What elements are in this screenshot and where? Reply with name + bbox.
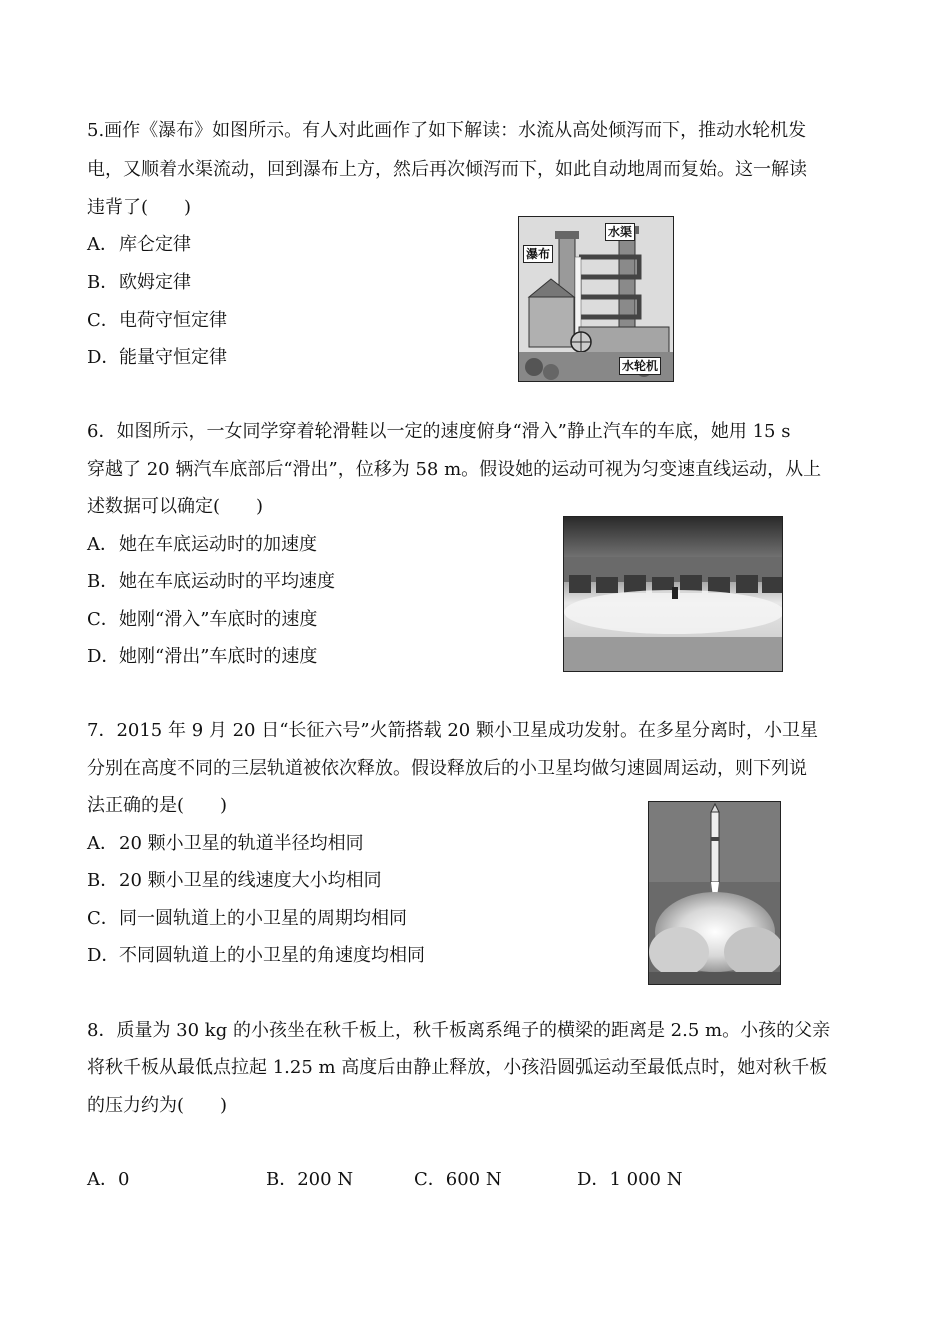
q7-stem-line-2: 分别在高度不同的三层轨道被依次释放。假设释放后的小卫星均做匀速圆周运动，则下列说: [87, 758, 807, 779]
rocket-launch-image: [649, 802, 781, 985]
option-text: 不同圆轨道上的小卫星的角速度均相同: [119, 945, 425, 966]
option-letter: B．: [87, 870, 119, 891]
q5-option-b[interactable]: [87, 271, 191, 295]
option-text: 20 颗小卫星的轨道半径均相同: [119, 833, 364, 854]
option-letter: D．: [87, 945, 120, 966]
option-text: 20 颗小卫星的线速度大小均相同: [119, 870, 382, 891]
q8-option-d[interactable]: [577, 1168, 682, 1192]
option-text: 她在车底运动时的加速度: [119, 534, 317, 555]
option-text: 同一圆轨道上的小卫星的周期均相同: [119, 908, 407, 929]
q8-option-c[interactable]: [414, 1168, 502, 1192]
option-letter: D．: [87, 646, 120, 667]
option-text: 她在车底运动时的平均速度: [119, 571, 335, 592]
q7-option-d[interactable]: [87, 944, 425, 968]
q7-stem-line-3: 法正确的是( ): [87, 795, 228, 816]
waterfall-figure: [518, 216, 674, 382]
roller-skater-photo: [563, 516, 783, 672]
option-letter: C．: [414, 1169, 446, 1190]
option-text: 欧姆定律: [119, 272, 191, 293]
waterfall-label: 瀑布: [523, 245, 553, 263]
q7-stem-line-1: 7．2015 年 9 月 20 日“长征六号”火箭搭载 20 颗小卫星成功发射。在多星分离时，小卫星: [87, 720, 818, 741]
option-letter: A．: [87, 234, 118, 255]
q5-option-a[interactable]: [87, 233, 191, 257]
option-letter: B．: [266, 1169, 298, 1190]
q5-stem-line-2: 电，又顺着水渠流动，回到瀑布上方，然后再次倾泻而下，如此自动地周而复始。这一解读: [87, 159, 807, 180]
option-letter: B．: [87, 571, 119, 592]
option-text: 库仑定律: [119, 234, 191, 255]
option-text: 她刚“滑出”车底时的速度: [119, 646, 318, 667]
q7-option-a[interactable]: [87, 832, 364, 856]
roller-skater-image: [564, 517, 783, 672]
option-text: 电荷守恒定律: [119, 310, 227, 331]
option-letter: A．: [87, 833, 118, 854]
q5-stem-line-3: 违背了( ): [87, 197, 192, 218]
q8-stem-line-3: 的压力约为( ): [87, 1095, 228, 1116]
q6-option-a[interactable]: [87, 533, 317, 557]
q5-option-c[interactable]: [87, 309, 227, 333]
q6-option-c[interactable]: [87, 608, 317, 632]
q8-option-b[interactable]: [266, 1168, 353, 1192]
q8-stem-line-1: 8．质量为 30 kg 的小孩坐在秋千板上，秋千板离系绳子的横梁的距离是 2.5 m。小孩的父亲: [87, 1020, 831, 1041]
option-text: 600 N: [445, 1169, 502, 1190]
turbine-label: 水轮机: [619, 357, 661, 375]
option-letter: B．: [87, 272, 119, 293]
q8-stem-line-2: 将秋千板从最低点拉起 1.25 m 高度后由静止释放，小孩沿圆弧运动至最低点时，她对秋千板: [87, 1057, 828, 1078]
option-text: 200 N: [297, 1169, 354, 1190]
option-letter: D．: [577, 1169, 610, 1190]
q5-option-d[interactable]: [87, 346, 227, 370]
option-letter: C．: [87, 310, 119, 331]
option-letter: C．: [87, 908, 119, 929]
option-letter: D．: [87, 347, 120, 368]
option-text: 她刚“滑入”车底时的速度: [119, 609, 318, 630]
q6-option-b[interactable]: [87, 570, 335, 594]
q7-option-c[interactable]: [87, 907, 407, 931]
option-letter: A．: [87, 534, 118, 555]
rocket-launch-photo: [648, 801, 781, 985]
q6-stem-line-1: 6．如图所示，一女同学穿着轮滑鞋以一定的速度俯身“滑入”静止汽车的车底，她用 15 s: [87, 421, 791, 442]
q6-stem-line-3: 述数据可以确定( ): [87, 496, 264, 517]
q7-option-b[interactable]: [87, 869, 382, 893]
q8-option-a[interactable]: [87, 1168, 129, 1192]
channel-label: 水渠: [605, 223, 635, 241]
q6-stem-line-2: 穿越了 20 辆汽车底部后“滑出”，位移为 58 m。假设她的运动可视为匀变速直线运动，从上: [87, 459, 822, 480]
q5-stem-line-1: 5.画作《瀑布》如图所示。有人对此画作了如下解读：水流从高处倾泻而下，推动水轮机发: [87, 120, 807, 141]
option-text: 能量守恒定律: [119, 347, 227, 368]
option-text: 0: [118, 1169, 130, 1190]
q6-option-d[interactable]: [87, 645, 317, 669]
option-letter: A．: [87, 1169, 118, 1190]
option-text: 1 000 N: [609, 1169, 683, 1190]
option-letter: C．: [87, 609, 119, 630]
